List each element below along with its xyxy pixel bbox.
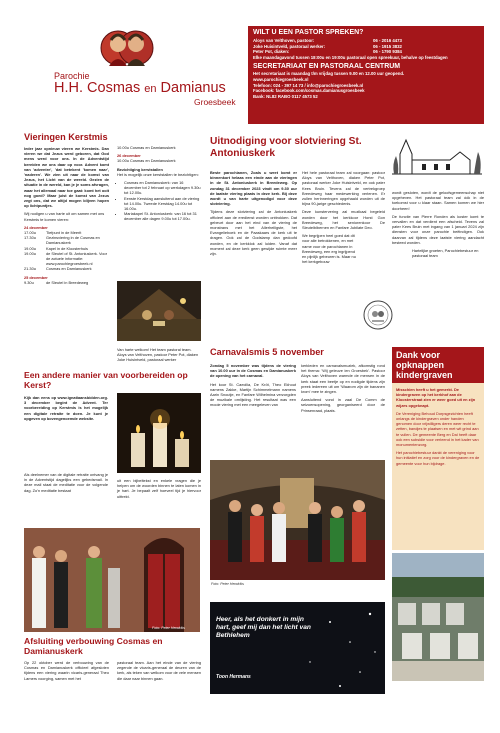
paragraph: Zondag 5 november was tijdens de viering van 10.00 uur in de Cosmas en Damianuskerk de opening van het carnaval.	[210, 363, 296, 379]
masthead	[14, 26, 239, 106]
parish-name	[54, 80, 226, 96]
paragraph: wordt gesloten, wordt de geloofsgemeenschap niet opgeheven. Het pastoraal team zal óók in de toekomst voor u klaar staan. Samen komen we hier doorheen!	[392, 190, 484, 211]
dank-heading-bar	[392, 347, 484, 383]
contact-tel[interactable]: 06 - 1790 9384	[373, 49, 402, 55]
parish-name-part1: H.H. Cosmas	[54, 80, 141, 96]
saints-logo	[98, 26, 156, 68]
voorbereiden-col-b	[24, 472, 108, 496]
schedule-desc: Kapel in de Kloosterhuis	[46, 245, 88, 251]
article-kerststallen	[117, 145, 201, 222]
church-door-photo	[24, 528, 200, 632]
paragraph: Kijk dan eens op www.ignatiaansbidden.org. 3 december begint de Advent. Ter voorbereiding op Kerstmis is het mogelijk een digitale retraite te doen. Je kunt je opgeven op bovengenoemde website.	[24, 395, 108, 421]
schedule-time: 19.00u	[24, 250, 36, 256]
contact-who: Aloys van Velthoven, pastoor:	[253, 38, 315, 43]
schedule-desc: Cosmas en Damianuskerk	[46, 266, 92, 272]
dank-body	[392, 383, 484, 473]
paragraph: De functie van Pierre Ronden als koster komt te vervallen en dat verdient een afscheid. Tevens zal pater Kees Bruin met ingang van 1 januari 2024 zijn diensten voor onze parochie beëindigen. Ook daarvan zal tijdens deze laatste viering aandacht besteed worden.	[392, 213, 484, 245]
slot-col-a	[210, 170, 297, 259]
carnaval-col-b	[301, 363, 385, 416]
nativity-photo	[117, 281, 201, 341]
quote-text: Heer, als het donkert in mijn hart, geef mij dan het licht van Bethlehem	[216, 616, 311, 639]
subheading: Bezichtiging kerststallen	[117, 166, 163, 172]
schedule-time: 17.30u	[24, 235, 36, 241]
schedule-line: 10.00u Cosmas en Damianuskerk	[117, 145, 176, 150]
verbouwing-heading: Afsluiting verbouwing Cosmas en Damianuskerk	[24, 636, 163, 656]
quote-author: Toon Hermans	[216, 674, 251, 680]
schedule-25	[24, 280, 109, 285]
schedule-item	[24, 280, 109, 285]
paragraph: Op 22 oktober werd de verbouwing van de Cosmas en Damianuskerk officieel afgesloten tijdens een viering waarin vicaris-generaal Theo Lamers voorging, samen met het	[24, 660, 109, 681]
photo-caption: Foto: Peter Hendriks	[211, 582, 244, 586]
parish-place: Groesbeek	[194, 97, 236, 107]
quote-panel	[210, 602, 385, 694]
parish-name-part2: en	[144, 83, 157, 95]
church-drawing	[390, 134, 484, 184]
schedule-time: 21.30u	[24, 266, 36, 272]
contact-tel[interactable]: 06 - 2016 4473	[373, 38, 402, 43]
contact-rows	[253, 38, 479, 55]
phone-email-line[interactable]: Telefoon: 024 - 397 14 73 / info@parochiegroesbeek.nl	[253, 82, 364, 88]
parish-label: Parochie	[54, 71, 90, 81]
contact-who: Peter Pot, diaken:	[253, 49, 290, 55]
bullet-list	[117, 180, 201, 222]
schedule-item	[24, 251, 109, 267]
parish-seal	[363, 300, 393, 330]
paragraph: De Vereniging Behoud Dorpsgezichten heeft onlangs de kindergraven onder handen genomen door vrijwilligers deren weer recht te zetten, bandjes te plaatsen en met wit grind aan te vullen. De gemeente Berg en Dal heeft daar ook een subsidie voor verleend in het kader van monumentenzorg.	[396, 410, 479, 448]
schedule-item	[24, 235, 109, 245]
carnaval-heading: Carnavalsmis 5 november	[210, 347, 324, 357]
schedule-desc: de Sleutel in Breedeweg	[46, 279, 89, 285]
date-label: 24 december	[24, 224, 48, 230]
schedule-time: 9.30u	[24, 279, 34, 285]
contact-box	[248, 26, 484, 124]
candles-photo	[117, 393, 201, 473]
verbouwing-col-b	[117, 660, 201, 684]
schedule-desc: Gezinsviering in de Cosmas en Damianuskerk	[46, 235, 100, 246]
schedule-time: 17.00u	[24, 230, 36, 236]
paragraph: Het parochiebestuur dankt de vereniging voor hun initiatief en zorg voor de kindergraven en de gemeente voor hun bijdrage.	[396, 450, 480, 466]
slot-heading: Uitnodiging voor slotviering St. Antoniuskerk	[210, 136, 362, 159]
schedule-24	[24, 230, 109, 272]
secretariat-title: SECRETARIAAT EN PASTORAAL CENTRUM	[253, 63, 401, 71]
bullet-item: • Eenste Kerstdag aansluitend aan de viering tot 14.00u. Tweede Kerstdag 14.00u tot 16.00u.	[124, 196, 201, 212]
voorbereiden-col-a	[24, 395, 108, 424]
greeting: Van harte welkom! Het team pastoral team. Aloys van Velthoven, pastoor Peter Pot, diaken Joke Huisintveld, pastoraal werker	[117, 347, 199, 363]
paragraph: We begrijpen heel goed dat dit voor alle betrokkenen, en met name voor de parochianen in Breedeweg, een erg ingrijpend en pijnlijk gebeuren is. Maar nu het kerkgebouw	[302, 233, 356, 265]
paragraph: Het hele pastoraal team zal voorgaan: pastoor Aloys van Velthoven, diaken Peter Pot, pastoraal werker Joke Huisintveld, en ook pater Kees Bruin. Tevens zal de vertrekgroep Breedeweg haar medewerking verlenen. Er zullen herinneringen opgehaald worden uit de bijna 90-jarige geschiedenis.	[302, 170, 385, 207]
article-intro: Ieder jaar opnieuw vieren we Kerstmis. Dan vieren we dat Jezus werd geboren, dat God mens werd voor ons. In de Adventstijd bereiden we ons daar op voor. Advent komt van 'adventre', 'dat betekent 'komen naar', 'naderen'. We zien uit naar de komst van Jezus, het Licht van de wereld. Gezien de situatie in de wereld, kan je je soms afvragen, waar het allemaal naar toe gaat: komt het ooit nog goed? Maar juist de komst van Jezus zegt ons, dat we altijd mogen blijven hopen op lichtpuntjes.	[24, 146, 109, 209]
contact-title: WILT U EEN PASTOR SPREKEN?	[253, 29, 364, 36]
slot-col-c	[392, 190, 484, 261]
article-vieringen-kerstmis	[24, 132, 109, 285]
paragraph: pastoraal team. Aan het einde van de viering zegende de vicaris-generaal de deuren van de kerk, als teken van welkom voor de vele mensen die daar naar binnen gaan.	[117, 660, 201, 681]
paragraph: uit een bijbeltekst en enkele vragen die je helpen om de woorden binnen te laten komen in je hart. Je bepaalt zelf hoeveel tijd je hiervoor uittrekt.	[117, 478, 201, 499]
secretariat-line: Het secretariaat is maandag t/m vrijdag tussen 9.00 en 12.00 uur geopend.	[253, 71, 405, 77]
contact-who: Joke Huisintveld, pastoraal werker:	[253, 43, 326, 49]
paragraph: Beste parochianen, Zoals u weet komt er binnenkort helaas een einde aan de vieringen in de St. Antoniuskerk in Breedeweg. Op zondag 31 december 2023 vindt om 9.30 uur de laatste viering plaats in deze kerk. Bij deze wordt u van harte uitgenodigd voor deze slotviering.	[210, 170, 297, 207]
paragraph: Aansluitend vond in zaal De Comm de seizoensopening, georganiseerd door de Prinsenraad, plaats.	[301, 397, 385, 413]
schedule-desc: Tiefpunt in de Meerit	[46, 230, 82, 236]
carnaval-photo	[210, 460, 385, 580]
date-label: 26 december	[117, 153, 141, 159]
voorbereiden-heading: Een andere manier van voorbereiden op Kerst?	[24, 370, 188, 390]
bank-line: Bank: NL82 RABO 0117 4573 52	[253, 93, 318, 99]
schedule-item	[24, 266, 109, 271]
paragraph: Als deelnemer van de digitale retraite ontvang je in de Adventstijd dagelijks een gebedsmail. In deze mail staat de meditatie voor de volgende dag. Zo'n meditatie bestaat	[24, 472, 108, 493]
slot-col-b	[302, 170, 385, 267]
schedule-desc: de Sleutel of St. Antoniuskerk. Voor de actuele informatie: www.parochiegroesbeek.nl	[46, 250, 107, 267]
date-label: 25 december	[24, 274, 48, 280]
paragraph: kerkleden en carnavalsmuziek, afkomstig rond het thema: 'Wij geleuve ien Groesbek'. Pastoor Aloys van Velthoven warmde de mensen in de kerk staat een beetje op en nodigde tijdens zijn preek iedereen uit om 'Waarom zijn de bananen krom' mee te zingen.	[301, 363, 385, 395]
paragraph: Het koor St. Caecilia, De Kröt, Theo Ekhout namens Zakke, Martijn Schimmelmann namens Aarin Snoutje, en Fanfare Wilhelmina verzorgden de muzikale omlijsting. Het resultaat was een mooie viering met een meegeleven van	[210, 381, 296, 408]
photo-caption: Foto: Peter Hendriks	[152, 626, 185, 630]
article-heading: Vieringen Kerstmis	[24, 132, 108, 142]
bullet-item: • Mariakapel St. Antoniuskerk: van 16 tot 31 december alle dagen 9.00u tot 17.00u.	[124, 211, 201, 221]
website-link[interactable]: www.parochiegroesbeek.nl	[253, 76, 309, 82]
paragraph: Tijdens deze slotviering zal de Antoniuskerk officieel aan de eredienst worden onttrokken. Dat gebeurt door aan het eind van de viering de monstrans met het Allerheiligste, het Evangelieboek en de Paaskaars de kerk uit te dragen. Ook zal de Godslamp dan gedoofd worden, en de kerkklok zal luiden. Vanaf dat moment zal deze kerk geen gewijde ruimte meer zijn.	[210, 209, 297, 257]
carnaval-col-a	[210, 363, 296, 411]
facebook-link[interactable]: Facebook: facebook.com/cosmas.damianusgroesbeek	[253, 88, 365, 94]
voorbereiden-col-c	[117, 478, 201, 502]
article-invite: Wij nodigen u van harte uit om samen met ons Kerstmis te komen vieren:	[24, 211, 105, 222]
parish-name-part3: Damianus	[160, 80, 226, 96]
paragraph: Deze kunstervering zal muzikaal begeleid worden door het kerkkoor Horst Gon Breedeweg, het seniorenkoor De Sleutelblbernen en Fanfare Jubilate Deo.	[302, 209, 385, 231]
contact-tel[interactable]: 06 - 1915 3832	[373, 43, 402, 49]
graves-photo	[392, 553, 484, 681]
signature: Hartelijke groeten, Parochiebestuur en pastoraal team	[412, 248, 479, 259]
contact-note: Elke maandagavond tussen 18:00u en 19:00u pastoraal open spreekuur, behalve op feestdagen	[253, 54, 448, 60]
schedule-line: 10.00u Cosmas en Damianuskerk	[117, 158, 176, 164]
verbouwing-col-a	[24, 660, 109, 684]
bullet-item: • Cosmas en Damianuskerk: van 16 december tot 2 februari op werkdagen 9.30u tot 12.00u.	[124, 180, 201, 196]
dank-heading: Dank voor opknappen kindergraven	[396, 350, 453, 380]
paragraph: Het is mogelijk onze kerststallen te bezichtigen:	[117, 171, 199, 177]
dank-box	[392, 347, 484, 550]
schedule-time: 19.00u	[24, 245, 36, 251]
paragraph: Misschien heeft u het gemerkt. De kindergraven op het kerkhof aan de Kloosterstraat zien er weer goed uit en zijn wijzes opgeknapt.	[396, 387, 476, 408]
